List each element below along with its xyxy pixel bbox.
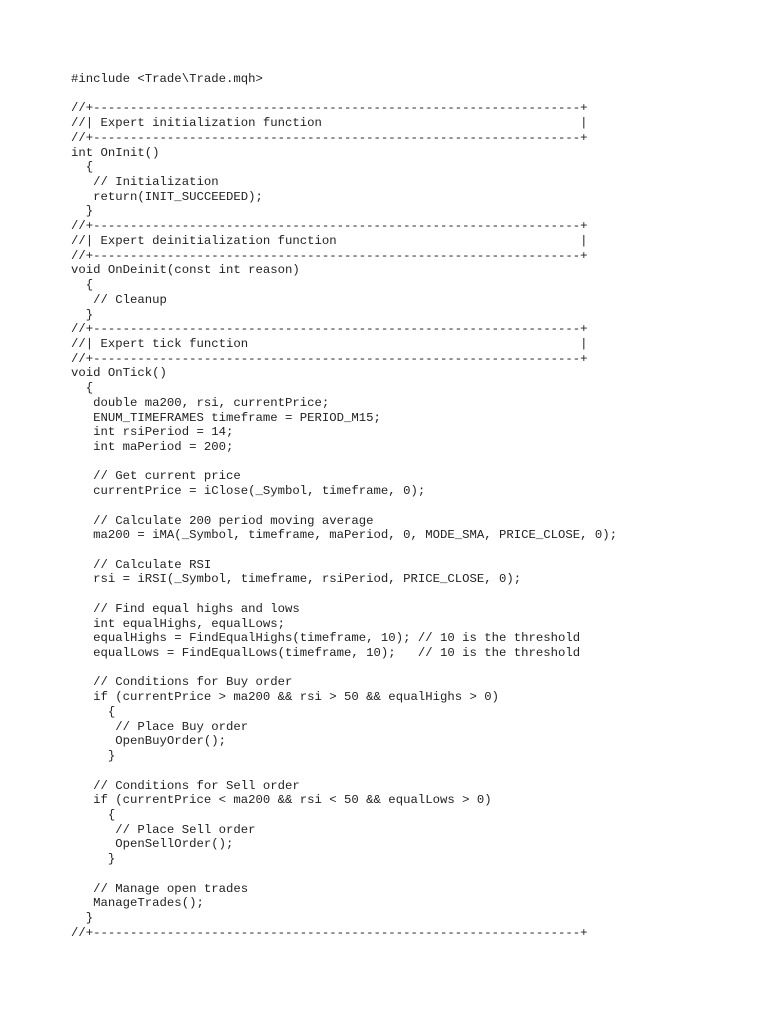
code-line: } <box>71 852 116 867</box>
code-line <box>71 867 617 882</box>
code-line: } <box>71 910 94 925</box>
code-line: void OnDeinit(const int reason) <box>71 263 300 278</box>
code-line: //+------------------------------------------------------------------+ <box>71 101 588 116</box>
code-line <box>71 764 617 779</box>
code-line: // Place Sell order <box>71 822 256 837</box>
code-line: OpenSellOrder(); <box>71 837 234 852</box>
code-line: double ma200, rsi, currentPrice; <box>71 395 330 410</box>
code-line: //+------------------------------------------------------------------+ <box>71 322 588 337</box>
code-line <box>71 455 617 470</box>
code-block <box>71 72 617 940</box>
code-line: // Manage open trades <box>71 881 249 896</box>
code-line: // Calculate 200 period moving average <box>71 513 374 528</box>
code-line: //+------------------------------------------------------------------+ <box>71 925 588 940</box>
code-line: //| Expert tick function | <box>71 336 588 351</box>
code-line <box>71 499 617 514</box>
code-line: equalHighs = FindEqualHighs(timeframe, 10); // 10 is the threshold <box>71 631 581 646</box>
code-line: // Conditions for Buy order <box>71 675 293 690</box>
code-line: rsi = iRSI(_Symbol, timeframe, rsiPeriod, PRICE_CLOSE, 0); <box>71 572 522 587</box>
code-line: int maPeriod = 200; <box>71 439 234 454</box>
code-line: ManageTrades(); <box>71 896 204 911</box>
code-line: OpenBuyOrder(); <box>71 734 226 749</box>
code-line: if (currentPrice < ma200 && rsi < 50 && equalLows > 0) <box>71 793 492 808</box>
code-line: { <box>71 381 94 396</box>
code-line: //+------------------------------------------------------------------+ <box>71 219 588 234</box>
code-line: } <box>71 204 94 219</box>
code-line: //| Expert deinitialization function | <box>71 233 588 248</box>
code-line: //+------------------------------------------------------------------+ <box>71 248 588 263</box>
code-line: return(INIT_SUCCEEDED); <box>71 189 263 204</box>
code-line <box>71 587 617 602</box>
code-line: ma200 = iMA(_Symbol, timeframe, maPeriod, 0, MODE_SMA, PRICE_CLOSE, 0); <box>71 528 618 543</box>
code-line: int OnInit() <box>71 145 160 160</box>
code-line: //| Expert initialization function | <box>71 116 588 131</box>
code-line: { <box>71 160 94 175</box>
code-line: //+------------------------------------------------------------------+ <box>71 130 588 145</box>
code-line: int rsiPeriod = 14; <box>71 425 234 440</box>
code-line: int equalHighs, equalLows; <box>71 616 286 631</box>
code-line: // Find equal highs and lows <box>71 601 300 616</box>
code-line: // Conditions for Sell order <box>71 778 300 793</box>
code-line: // Calculate RSI <box>71 557 212 572</box>
code-line: { <box>71 807 116 822</box>
code-line: #include <Trade\Trade.mqh> <box>71 72 263 86</box>
code-line: // Get current price <box>71 469 241 484</box>
code-line: // Place Buy order <box>71 719 249 734</box>
code-line <box>71 661 617 676</box>
code-line: equalLows = FindEqualLows(timeframe, 10); // 10 is the threshold <box>71 646 581 661</box>
code-line: ENUM_TIMEFRAMES timeframe = PERIOD_M15; <box>71 410 381 425</box>
code-line: { <box>71 704 116 719</box>
code-line: // Cleanup <box>71 292 167 307</box>
code-line: //+------------------------------------------------------------------+ <box>71 351 588 366</box>
code-line: currentPrice = iClose(_Symbol, timeframe, 0); <box>71 484 426 499</box>
code-line: if (currentPrice > ma200 && rsi > 50 && equalHighs > 0) <box>71 690 500 705</box>
code-line <box>71 543 617 558</box>
code-line: { <box>71 278 94 293</box>
code-line: void OnTick() <box>71 366 167 381</box>
code-line: } <box>71 749 116 764</box>
code-line <box>71 87 617 102</box>
code-line: } <box>71 307 94 322</box>
code-line: // Initialization <box>71 175 219 190</box>
